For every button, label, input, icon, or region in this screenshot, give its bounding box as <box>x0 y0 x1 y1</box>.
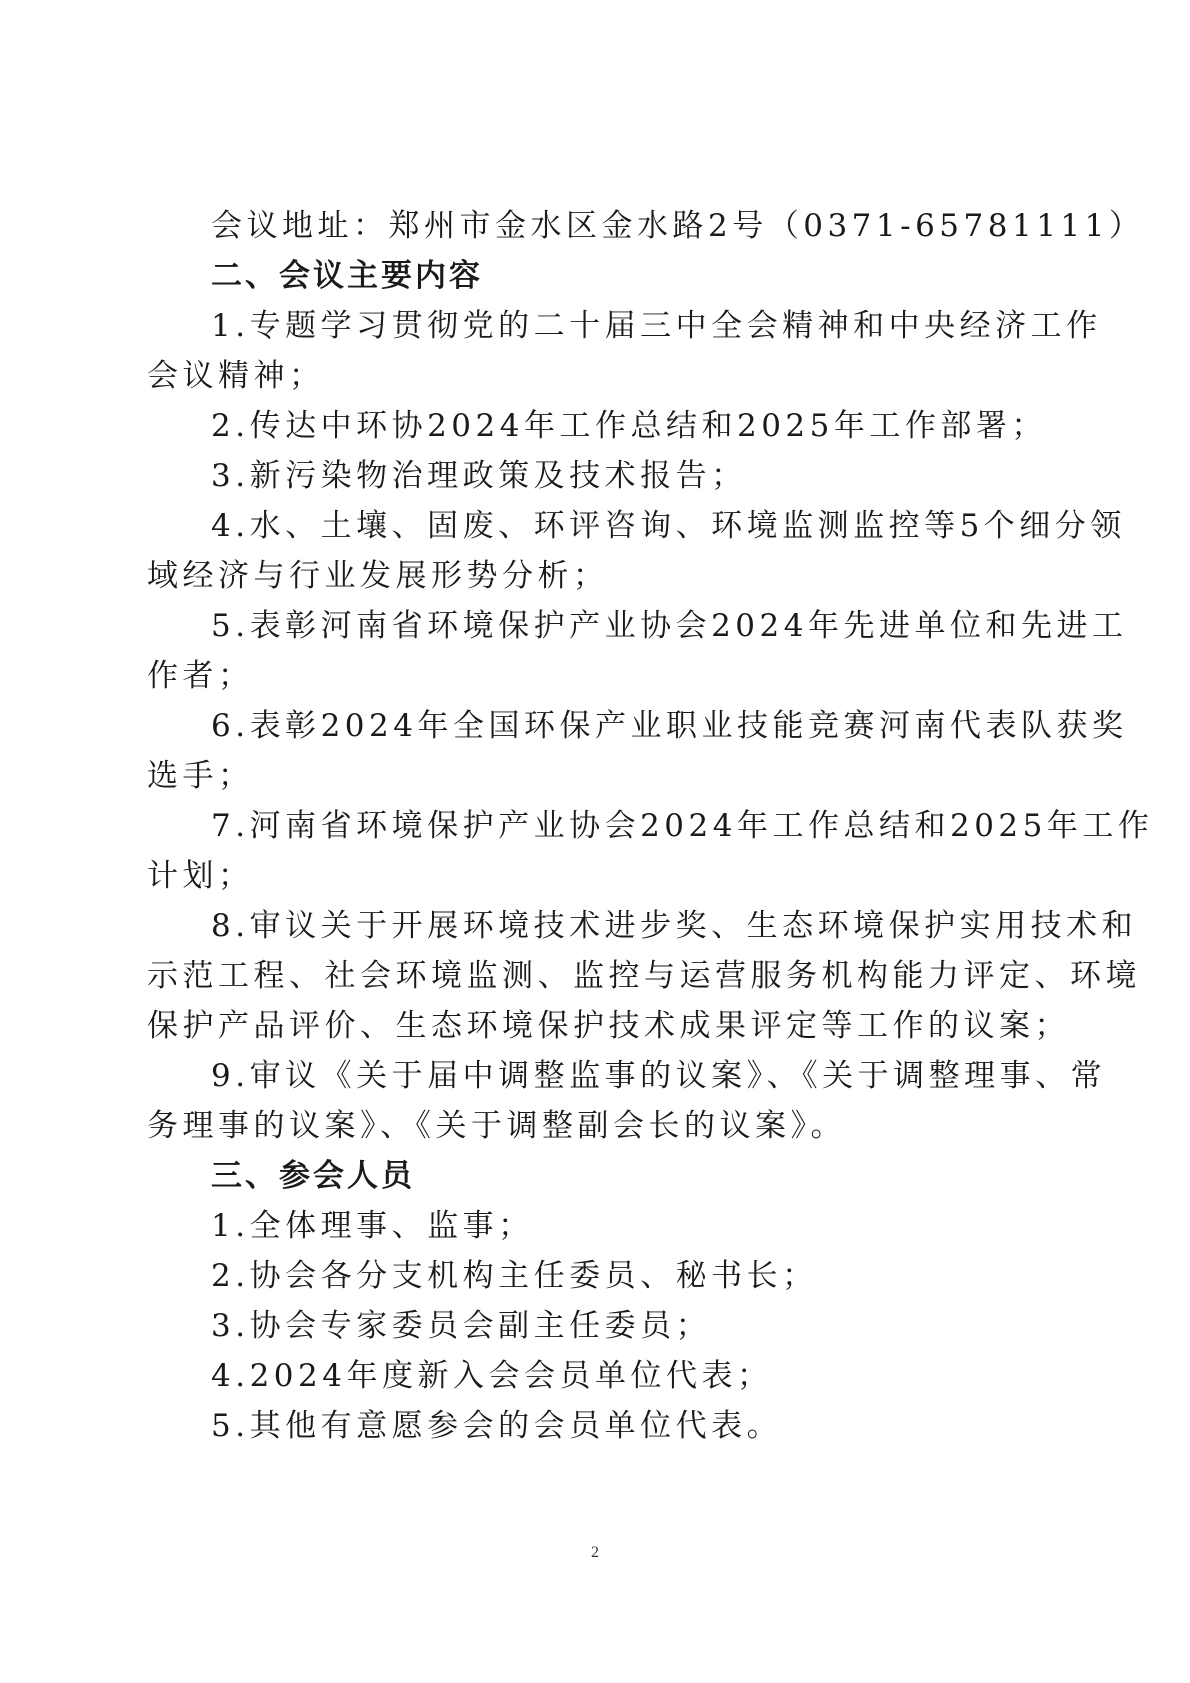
section-heading-main-content: 二、会议主要内容 <box>211 258 483 294</box>
content-item-5-cont: 作者； <box>147 658 254 694</box>
content-item-9: 9.审议《关于届中调整监事的议案》、《关于调整理事、常 <box>211 1058 1107 1094</box>
content-item-6: 6.表彰2024年全国环保产业职业技能竞赛河南代表队获奖 <box>211 708 1128 744</box>
attendee-item-3: 3.协会专家委员会副主任委员； <box>211 1308 712 1344</box>
content-item-9-cont: 务理事的议案》、《关于调整副会长的议案》。 <box>147 1108 846 1144</box>
content-item-5: 5.表彰河南省环境保护产业协会2024年先进单位和先进工 <box>211 608 1128 644</box>
content-item-8: 8.审议关于开展环境技术进步奖、生态环境保护实用技术和 <box>211 908 1138 944</box>
content-item-1-cont: 会议精神； <box>147 358 325 394</box>
attendee-item-4: 4.2024年度新入会会员单位代表； <box>211 1358 773 1394</box>
content-item-8-cont-1: 示范工程、社会环境监测、监控与运营服务机构能力评定、环境 <box>147 958 1141 994</box>
content-item-7-cont: 计划； <box>147 858 254 894</box>
content-item-1: 1.专题学习贯彻党的二十届三中全会精神和中央经济工作 <box>211 308 1102 344</box>
attendee-item-5: 5.其他有意愿参会的会员单位代表。 <box>211 1408 783 1444</box>
content-item-4-cont: 域经济与行业发展形势分析； <box>147 558 609 594</box>
page-number: 2 <box>591 1544 599 1561</box>
document-body <box>147 201 1154 1451</box>
meeting-address: 会议地址：郑州市金水区金水路2号（0371-65781111） <box>211 208 1145 244</box>
content-item-2: 2.传达中环协2024年工作总结和2025年工作部署； <box>211 408 1047 444</box>
content-item-3: 3.新污染物治理政策及技术报告； <box>211 458 747 494</box>
attendee-item-1: 1.全体理事、监事； <box>211 1208 534 1244</box>
section-heading-attendees: 三、参会人员 <box>211 1158 415 1194</box>
attendee-item-2: 2.协会各分支机构主任委员、秘书长； <box>211 1258 818 1294</box>
content-item-4: 4.水、土壤、固废、环评咨询、环境监测监控等5个细分领 <box>211 508 1126 544</box>
content-item-6-cont: 选手； <box>147 758 254 794</box>
content-item-8-cont-2: 保护产品评价、生态环境保护技术成果评定等工作的议案； <box>147 1008 1070 1044</box>
content-item-7: 7.河南省环境保护产业协会2024年工作总结和2025年工作 <box>211 808 1154 844</box>
